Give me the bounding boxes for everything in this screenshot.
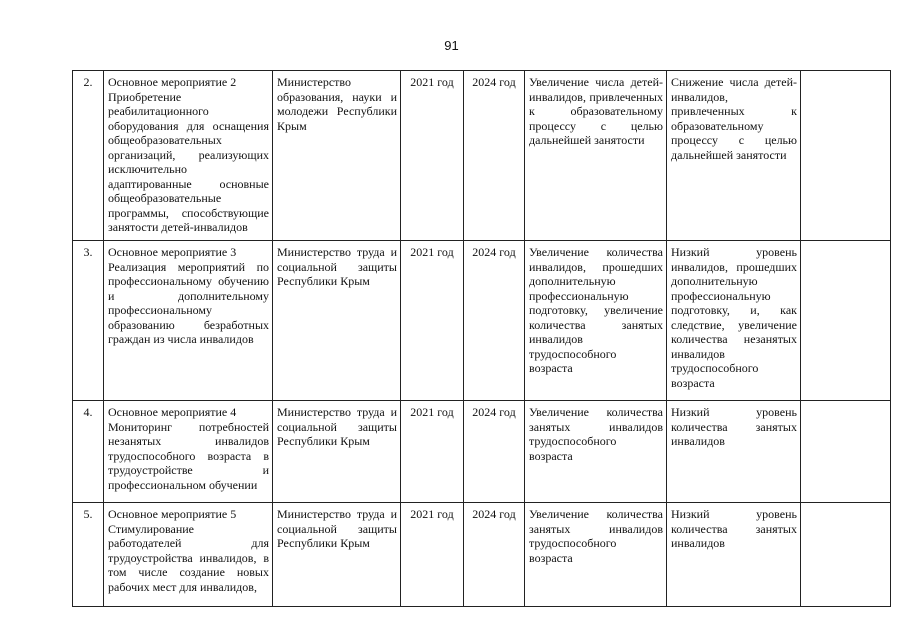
- extra-cell: [801, 241, 891, 401]
- measure-cell: [104, 241, 273, 401]
- result-cell: [525, 503, 667, 607]
- start-year-cell: 2021 год: [401, 401, 464, 503]
- executor-text: Министерство труда и социальной защиты Республики Крым: [277, 405, 397, 448]
- consequence-cell: [667, 401, 801, 503]
- executor-text: Министерство образования, науки и молодежи Республики Крым: [277, 75, 397, 133]
- start-year-cell: 2021 год: [401, 71, 464, 241]
- result-text: Увеличение количества занятых инвалидов трудоспособного возраста: [529, 405, 663, 463]
- result-text: Увеличение количества занятых инвалидов трудоспособного возраста: [529, 507, 663, 565]
- executor-cell: [273, 503, 401, 607]
- page-number: 91: [444, 38, 459, 53]
- consequence-cell: [667, 71, 801, 241]
- executor-text: Министерство труда и социальной защиты Республики Крым: [277, 507, 397, 550]
- table-row: [73, 503, 891, 607]
- end-year-cell: 2024 год: [464, 401, 525, 503]
- consequence-text: Низкий уровень количества занятых инвалидов: [671, 405, 797, 448]
- start-year-cell: 2021 год: [401, 241, 464, 401]
- consequence-text: Низкий уровень количества занятых инвалидов: [671, 507, 797, 550]
- measure-text: Основное мероприятие 3 Реализация мероприятий по профессиональному обучению и дополнительному профессиональному образованию безработных граждан из числа инвалидов: [108, 245, 269, 346]
- result-text: Увеличение количества инвалидов, прошедших дополнительную профессиональную подготовку, увеличение количества занятых инвалидов трудоспособного возраста: [529, 245, 663, 375]
- executor-cell: [273, 71, 401, 241]
- row-number: 4.: [73, 401, 104, 503]
- measure-cell: [104, 71, 273, 241]
- extra-cell: [801, 71, 891, 241]
- extra-cell: [801, 503, 891, 607]
- executor-text: Министерство труда и социальной защиты Республики Крым: [277, 245, 397, 288]
- result-cell: [525, 71, 667, 241]
- row-number: 5.: [73, 503, 104, 607]
- consequence-cell: [667, 241, 801, 401]
- measure-text: Основное мероприятие 4 Мониторинг потребностей незанятых инвалидов трудоспособного возраста в трудоустройстве и профессиональном обучении: [108, 405, 269, 492]
- executor-cell: [273, 401, 401, 503]
- start-year-cell: 2021 год: [401, 503, 464, 607]
- row-number: 3.: [73, 241, 104, 401]
- consequence-text: Низкий уровень инвалидов, прошедших дополнительную профессиональную подготовку, и, как следствие, увеличение количества незанятых инвалидов трудоспособного возраста: [671, 245, 797, 390]
- end-year-cell: 2024 год: [464, 71, 525, 241]
- end-year-cell: 2024 год: [464, 241, 525, 401]
- measures-table: [72, 70, 891, 607]
- row-number: 2.: [73, 71, 104, 241]
- consequence-cell: [667, 503, 801, 607]
- measure-text: Основное мероприятие 5 Стимулирование работодателей для трудоустройства инвалидов, в том числе создание новых рабочих мест для инвалидов,: [108, 507, 269, 594]
- consequence-text: Снижение числа детей-инвалидов, привлеченных к образовательному процессу с целью дальнейшей занятости: [671, 75, 797, 162]
- measure-text: Основное мероприятие 2 Приобретение реабилитационного оборудования для оснащения общеобразовательных организаций, реализующих исключительно адаптированные основные общеобразовательные программы, способствующие занятости детей-инвалидов: [108, 75, 269, 234]
- measure-cell: [104, 503, 273, 607]
- result-text: Увеличение числа детей-инвалидов, привлеченных к образовательному процессу с целью дальнейшей занятости: [529, 75, 663, 147]
- table-row: [73, 401, 891, 503]
- executor-cell: [273, 241, 401, 401]
- result-cell: [525, 241, 667, 401]
- measure-cell: [104, 401, 273, 503]
- end-year-cell: 2024 год: [464, 503, 525, 607]
- table-row: [73, 71, 891, 241]
- extra-cell: [801, 401, 891, 503]
- table-row: [73, 241, 891, 401]
- result-cell: [525, 401, 667, 503]
